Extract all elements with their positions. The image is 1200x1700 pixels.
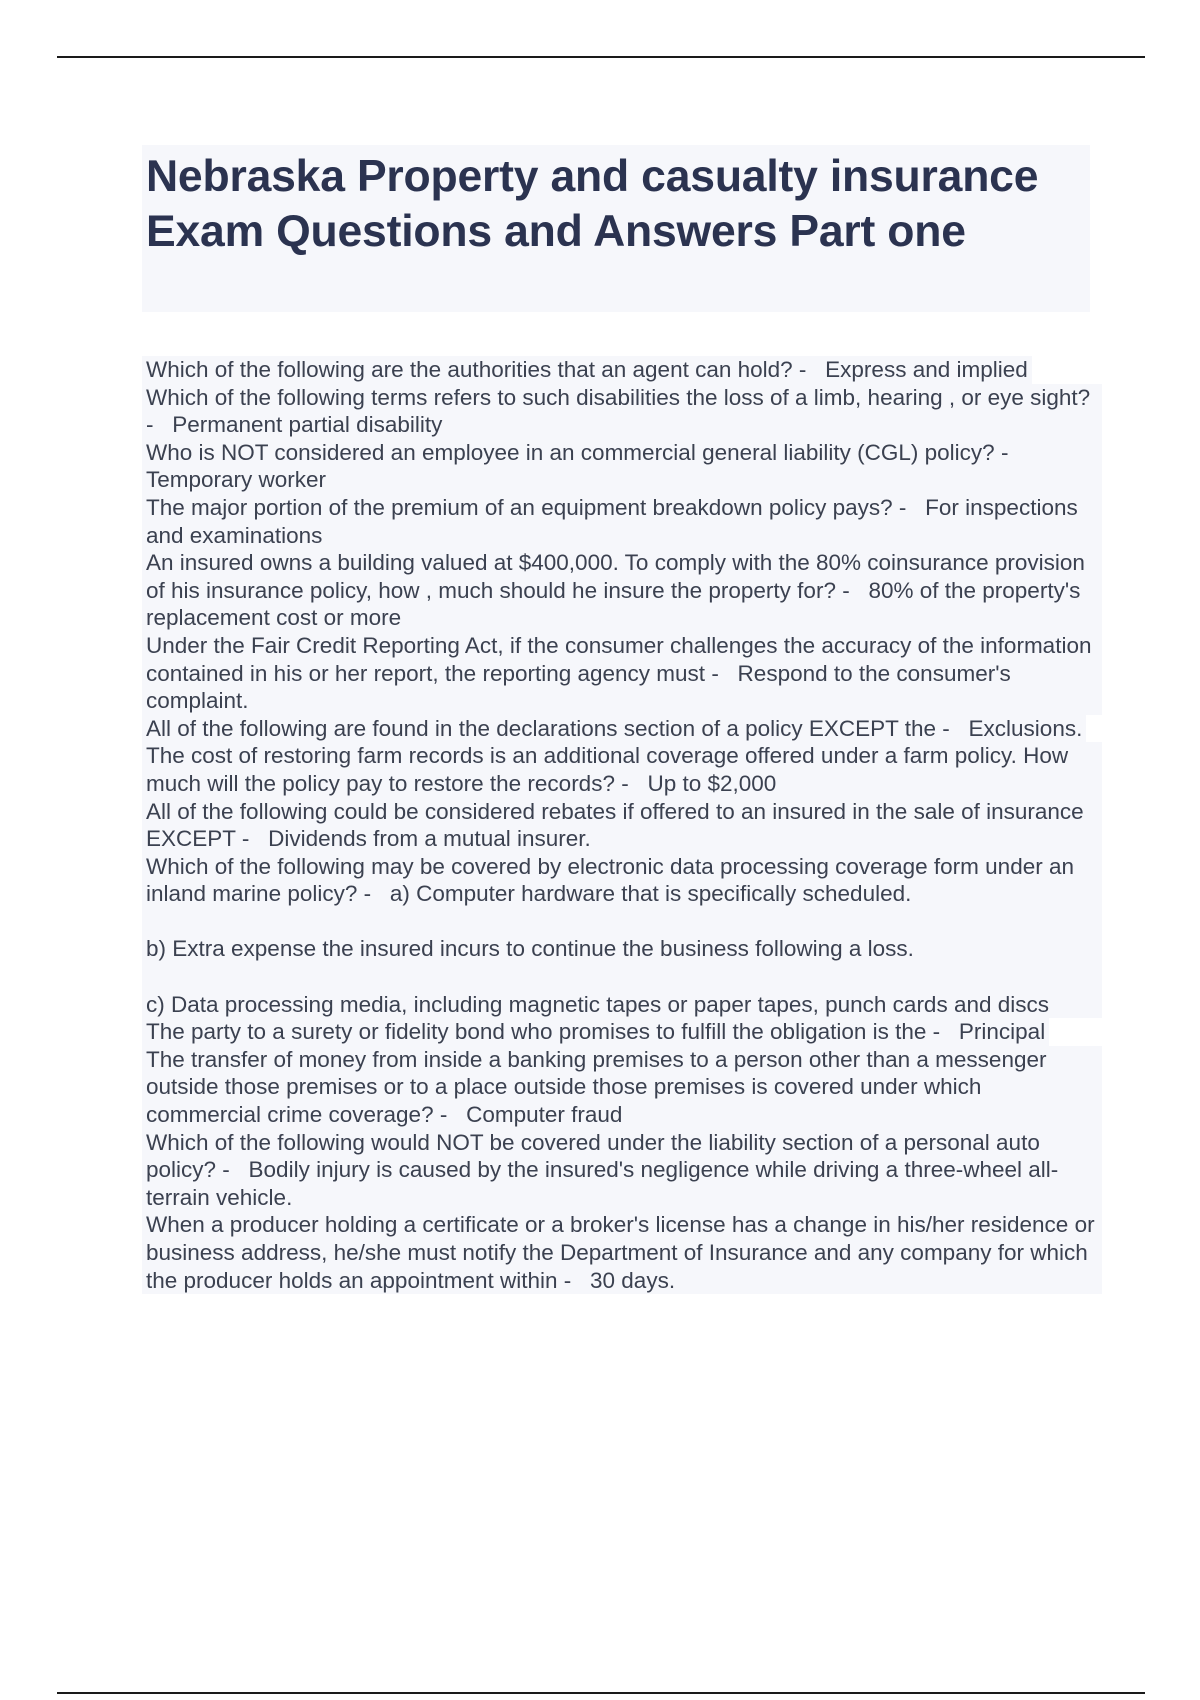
qa-item: When a producer holding a certificate or a broker's license has a change in his/her residence or business address, he/she must notify the Department of Insurance and any company for which the producer holds an appointment within - 30 days.: [142, 1211, 1102, 1294]
qa-list: [142, 356, 1102, 1294]
qa-item: The party to a surety or fidelity bond who promises to fulfill the obligation is the - Principal: [142, 1018, 1049, 1046]
top-rule: [57, 56, 1145, 58]
qa-item: The major portion of the premium of an equipment breakdown policy pays? - For inspections and examinations: [142, 494, 1102, 549]
qa-item: Which of the following may be covered by electronic data processing coverage form under an inland marine policy? - a) Computer hardware that is specifically scheduled. b) Extra expense the insured incurs to continue the business following a loss. c) Data processing media, including magnetic tapes or paper tapes, punch cards and discs: [142, 853, 1102, 1019]
qa-item: An insured owns a building valued at $400,000. To comply with the 80% coinsurance provision of his insurance policy, how , much should he insure the property for? - 80% of the property's replacement cost or more: [142, 549, 1102, 632]
qa-item: Who is NOT considered an employee in an commercial general liability (CGL) policy? - Temporary worker: [142, 439, 1102, 494]
qa-item: All of the following are found in the declarations section of a policy EXCEPT the - Exclusions.: [142, 715, 1086, 743]
qa-item: Which of the following terms refers to such disabilities the loss of a limb, hearing , or eye sight? - Permanent partial disability: [142, 384, 1102, 439]
qa-item: All of the following could be considered rebates if offered to an insured in the sale of insurance EXCEPT - Dividends from a mutual insurer.: [142, 798, 1102, 853]
qa-item: Which of the following would NOT be covered under the liability section of a personal auto policy? - Bodily injury is caused by the insured's negligence while driving a three-wheel all-terrain vehicle.: [142, 1129, 1102, 1212]
bottom-rule: [57, 1692, 1145, 1694]
qa-item: The cost of restoring farm records is an additional coverage offered under a farm policy. How much will the policy pay to restore the records? - Up to $2,000: [142, 742, 1102, 797]
qa-item: Under the Fair Credit Reporting Act, if the consumer challenges the accuracy of the information contained in his or her report, the reporting agency must - Respond to the consumer's complaint.: [142, 632, 1102, 715]
title-block: [142, 145, 1090, 312]
document-title: Nebraska Property and casualty insurance Exam Questions and Answers Part one: [146, 152, 1039, 256]
qa-item: The transfer of money from inside a banking premises to a person other than a messenger outside those premises or to a place outside those premises is covered under which commercial crime coverage? - Computer fraud: [142, 1046, 1102, 1129]
qa-item: Which of the following are the authorities that an agent can hold? - Express and implied: [142, 356, 1032, 384]
